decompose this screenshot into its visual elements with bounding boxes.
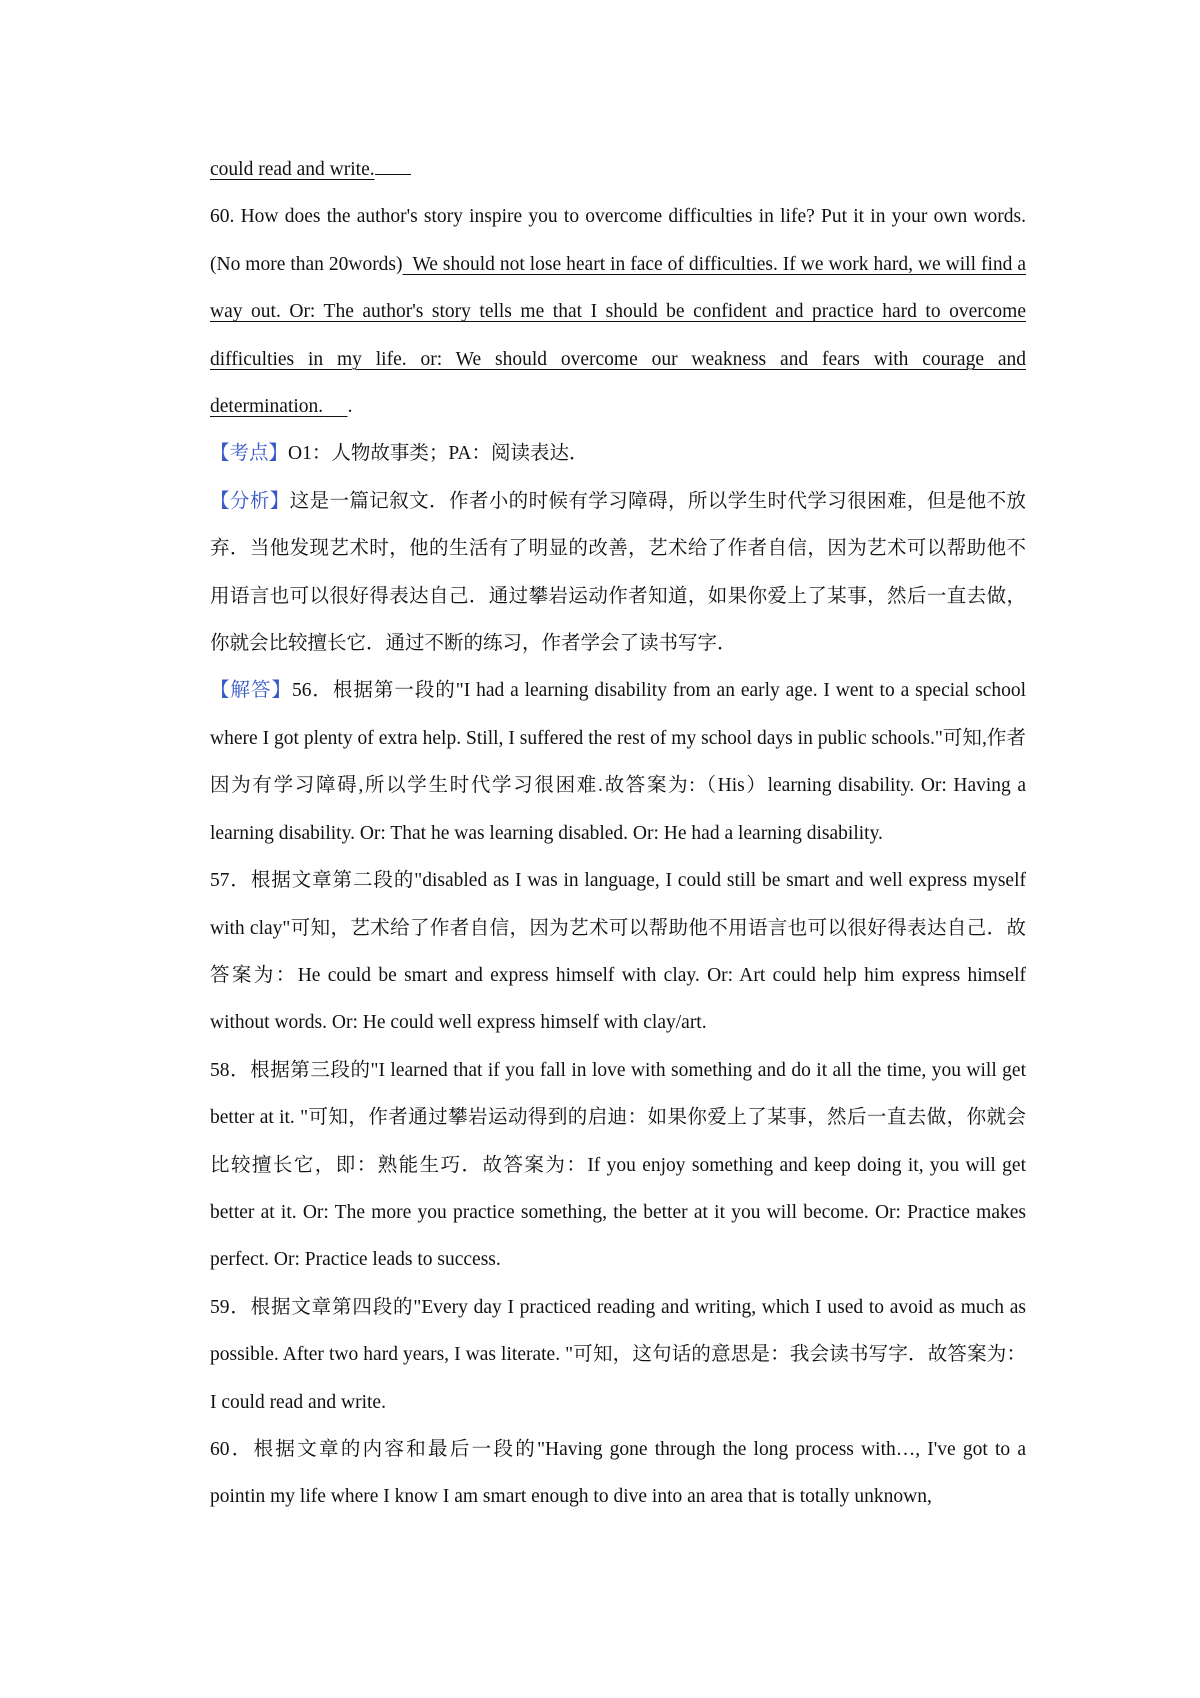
kaodian-tag: 【考点】	[210, 443, 289, 465]
question-60	[210, 193, 1026, 430]
question-60-answer	[210, 254, 1026, 417]
answer-59-text: could read and write.	[210, 159, 375, 180]
answer-58: 58．根据第三段的"I learned that if you fall in love with something and do it all the time, you will get better at it. "可知，作者通过攀岩运动得到的启迪：如果你爱上了某事，然后一直去做，你就会比较擅长它，即：熟能生巧．故答案为：If you enjoy something and keep doing it, you will get better at it. Or: The more you practice something, the better at it you will become. Or: Practice makes perfect. Or: Practice leads to success.	[210, 1059, 1026, 1271]
fenxi-text: 这是一篇记叙文．作者小的时候有学习障碍，所以学生时代学习很困难，但是他不放弃．当他发现艺术时，他的生活有了明显的改善，艺术给了作者自信，因为艺术可以帮助他不用语言也可以很好得表达自己．通过攀岩运动作者知道，如果你爱上了某事，然后一直去做，你就会比较擅长它．通过不断的练习，作者学会了读书写字．	[210, 490, 1026, 655]
jieda-section	[210, 667, 1026, 857]
answer-blank	[375, 156, 411, 175]
document-page	[210, 146, 1026, 1521]
answer-60: 60．根据文章的内容和最后一段的"Having gone through the long process with…, I've got to a pointin my life where I know I am smart enough to dive into an area that is totally unknown,	[210, 1438, 1026, 1508]
kaodian-section	[210, 430, 1026, 477]
fenxi-tag: 【分析】	[210, 490, 290, 512]
fenxi-section	[210, 478, 1026, 668]
kaodian-text: O1：人物故事类；PA：阅读表达．	[288, 443, 589, 465]
answer-57: 57．根据文章第二段的"disabled as I was in language, I could still be smart and well express myself with clay"可知，艺术给了作者自信，因为艺术可以帮助他不用语言也可以很好得表达自己．故答案为：He could be smart and express himself with clay. Or: Art could help him express himself without words. Or: He could well express himself with clay/art.	[210, 870, 1026, 1034]
question-60-text: 60. How does the author's story inspire you to overcome difficulties in life? Put it in your own words. (No more than 20words)	[210, 206, 1026, 275]
question-60-end: .	[347, 396, 353, 418]
answer-59: 59．根据文章第四段的"Every day I practiced reading and writing, which I used to avoid as much as possible. After two hard years, I was literate. "可知，这句话的意思是：我会读书写字．故答案为：I could read and write.	[210, 1296, 1026, 1413]
answer-59-end	[210, 146, 1026, 193]
question-60-answer-text: We should not lose heart in face of difficulties. If we work hard, we will find a way out. Or: The author's story tells me that I should be confident and practice hard to overcome difficulties in my life. or: We should overcome our weakness and fears with courage and determination.	[210, 253, 1027, 418]
jieda-tag: 【解答】	[210, 680, 292, 702]
answer-56: 56．根据第一段的"I had a learning disability from an early age. I went to a special school where I got plenty of extra help. Still, I suffered the rest of my school days in public schools."可知,作者因为有学习障碍,所以学生时代学习很困难.故答案为:（His）learning disability. Or: Having a learning disability. Or: That he was learning disabled. Or: He had a learning disability.	[210, 680, 1026, 844]
